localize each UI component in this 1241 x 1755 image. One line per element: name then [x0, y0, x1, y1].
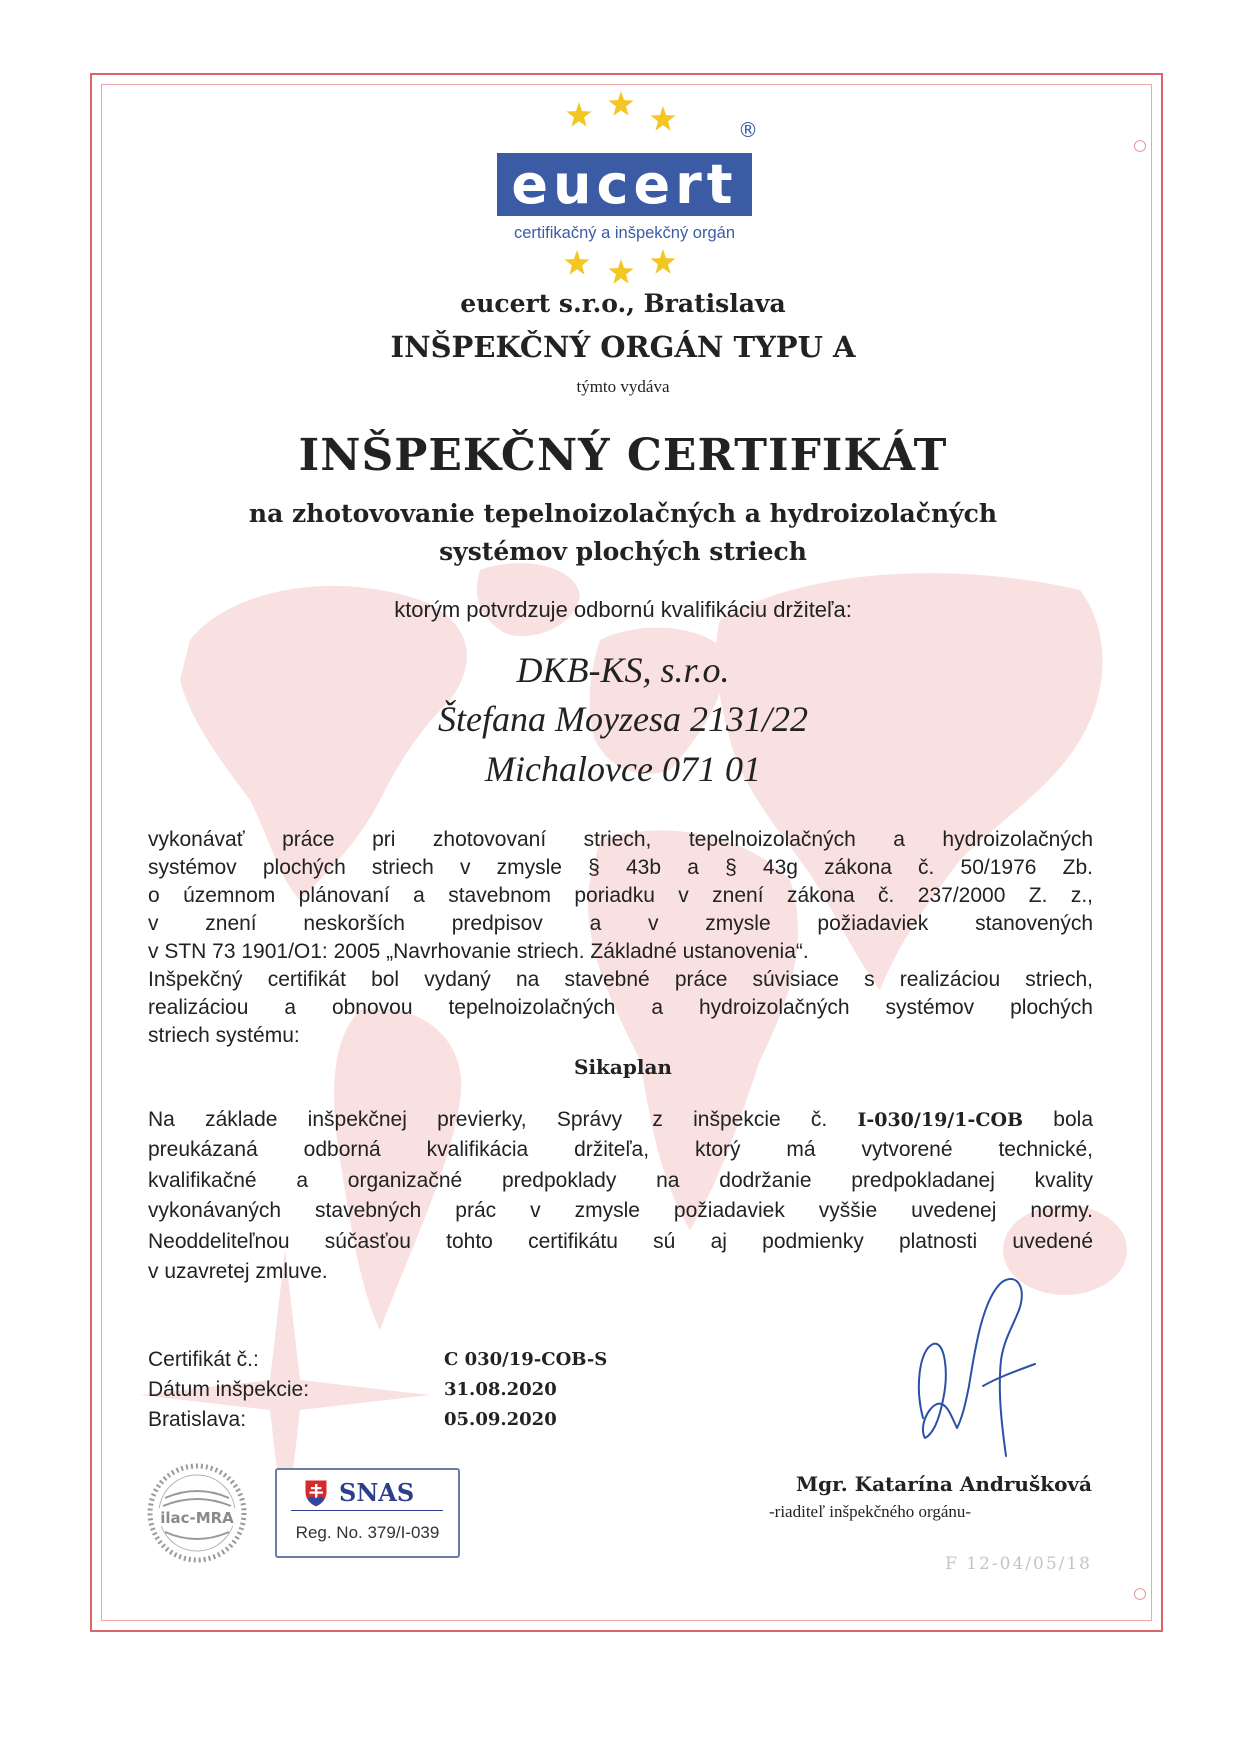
paragraph-text: Na základe inšpekčnej previerky, Správy z inšpekcie č.	[148, 1108, 828, 1131]
paragraph-line: Neoddeliteľnou súčasťou tohto certifikátu sú aj podmienky platnosti uvedené	[148, 1229, 1093, 1253]
paragraph-line: realizáciou a obnovou tepelnoizolačných a hydroizolačných systémov plochých	[148, 996, 1093, 1019]
certificate-subtitle: na zhotovovanie tepelnoizolačných a hydroizolačných	[248, 499, 998, 528]
form-code: F 12-04/05/18	[945, 1554, 1092, 1574]
logo-tagline: certifikačný a inšpekčný orgán	[513, 224, 736, 242]
holder-city: Michalovce 071 01	[485, 749, 761, 789]
scope-paragraph	[148, 826, 1093, 1050]
star-icon	[608, 259, 634, 285]
signature	[905, 1268, 1045, 1463]
signatory-role: -riaditeľ inšpekčného orgánu-	[769, 1502, 972, 1521]
certificate-title: INŠPEKČNÝ CERTIFIKÁT	[298, 430, 948, 481]
star-icon	[650, 106, 676, 132]
star-icon	[650, 249, 676, 275]
issuer-type: INŠPEKČNÝ ORGÁN TYPU A	[390, 330, 856, 364]
holder-name: DKB-KS, s.r.o.	[516, 650, 730, 690]
paragraph-line: vykonávaných stavebných prác v zmysle požiadaviek vyššie uvedenej normy.	[148, 1199, 1093, 1223]
paragraph-line: o územnom plánovaní a stavebnom poriadku v znení zákona č. 237/2000 Z. z.,	[148, 884, 1093, 907]
snas-title: SNAS	[339, 1478, 415, 1507]
paragraph-line	[148, 1105, 1093, 1135]
paragraph-line: striech systému:	[148, 1024, 300, 1047]
snas-registration-number: Reg. No. 379/I-039	[295, 1523, 440, 1542]
ilac-mra-text: ilac-MRA	[160, 1509, 234, 1527]
paragraph-line: preukázaná odborná kvalifikácia držiteľa, ktorý má vytvorené technické,	[148, 1138, 1093, 1162]
star-icon	[608, 91, 634, 117]
signatory-name: Mgr. Katarína Andrušková	[795, 1472, 1092, 1496]
star-icon	[564, 250, 590, 276]
paragraph-line: v STN 73 1901/O1: 2005 „Navrhovanie striech. Základné ustanovenia“.	[148, 940, 809, 963]
border-ornament	[1134, 140, 1146, 152]
paragraph-line: vykonávať práce pri zhotovovaní striech, tepelnoizolačných a hydroizolačných	[148, 828, 1093, 851]
certificate-number-value: C 030/19-COB-S	[444, 1349, 608, 1370]
inspection-paragraph	[148, 1105, 1093, 1287]
certificate-subtitle: systémov plochých striech	[439, 537, 807, 566]
paragraph-line: Inšpekčný certifikát bol vydaný na stavebné práce súvisiace s realizáciou striech,	[148, 968, 1093, 991]
paragraph-line: systémov plochých striech v zmysle § 43b a § 43g zákona č. 50/1976 Zb.	[148, 856, 1093, 879]
paragraph-line: kvalifikačné a organizačné predpoklady na dodržanie predpokladanej kvality	[148, 1168, 1093, 1192]
certificate-number-label: Certifikát č.:	[148, 1348, 259, 1371]
paragraph-line: v znení neskorších predpisov a v zmysle požiadaviek stanovených	[148, 912, 1093, 935]
eucert-logo: eucert	[497, 153, 752, 216]
system-name: Sikaplan	[574, 1055, 672, 1079]
paragraph-text: bola	[1053, 1108, 1093, 1131]
paragraph-line: v uzavretej zmluve.	[148, 1260, 328, 1284]
snas-divider	[291, 1510, 443, 1511]
registered-mark: ®	[738, 118, 758, 142]
snas-accreditation-mark	[275, 1468, 460, 1558]
inspection-date-value: 31.08.2020	[444, 1379, 557, 1400]
issuer-name: eucert s.r.o., Bratislava	[460, 289, 786, 318]
confirms-text: ktorým potvrdzuje odbornú kvalifikáciu držiteľa:	[394, 597, 852, 622]
ilac-mra-logo	[145, 1462, 249, 1564]
issue-place-label: Bratislava:	[148, 1408, 247, 1431]
inspection-report-number: I-030/19/1-COB	[857, 1109, 1024, 1131]
holder-street: Štefana Moyzesa 2131/22	[438, 699, 808, 739]
border-ornament	[1134, 1588, 1146, 1600]
issue-date-value: 05.09.2020	[444, 1409, 557, 1430]
slovak-shield-icon	[303, 1478, 329, 1508]
issues-text: týmto vydáva	[576, 377, 670, 396]
inspection-date-label: Dátum inšpekcie:	[148, 1378, 310, 1401]
star-icon	[566, 102, 592, 128]
